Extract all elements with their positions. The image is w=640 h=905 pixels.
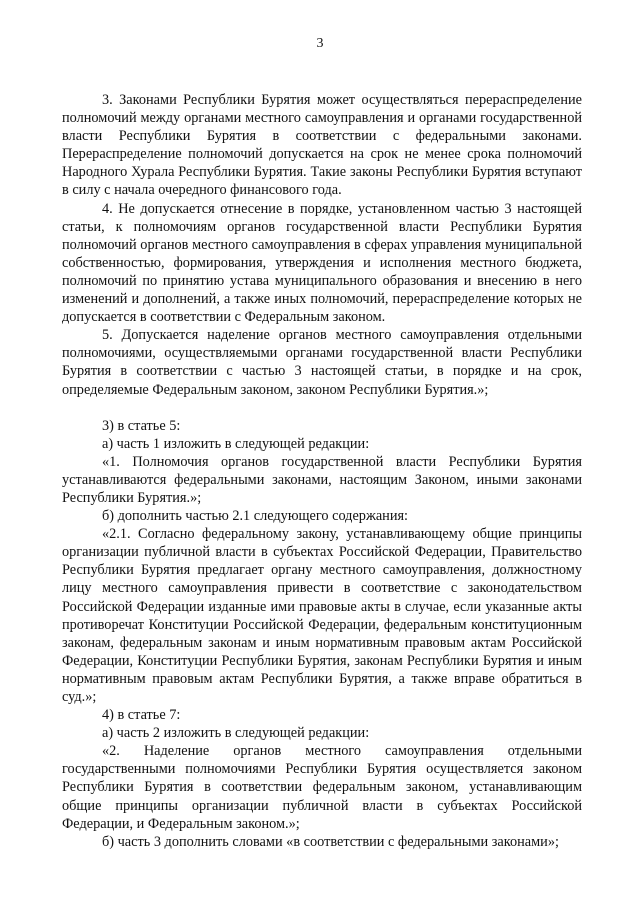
- paragraph-part-5: 5. Допускается наделение органов местного самоуправления отдельными полномочиями, осуществляемыми органами государственной власти Республики Бурятия в соответствии с частью 3 настоящей статьи, в порядке и на срок, определяемые Федеральным законом, законом Республики Бурятия.»;: [62, 327, 582, 398]
- paragraph-item-a-part-2: а) часть 2 изложить в следующей редакции:: [102, 725, 370, 742]
- paragraph-part-3: 3. Законами Республики Бурятия может осуществляться перераспределение полномочий между органами местного самоуправления и органами государственной власти Республики Бурятия в соответствии с федеральными законами. Перераспределение полномочий допускается на срок не менее срока полномочий Народного Хурала Республики Бурятия. Такие законы Республики Бурятия вступают в силу с начала очередного финансового года.: [62, 92, 582, 199]
- document-body: [62, 91, 582, 851]
- paragraph-quote-part-1: «1. Полномочия органов государственной власти Республики Бурятия устанавливаются федеральными законами, настоящим Законом, иными законами Республики Бурятия.»;: [62, 453, 582, 506]
- paragraph-quote-part-2: «2. Наделение органов местного самоуправления отдельными государственными полномочиями Республики Бурятия осуществляется законом Республики Бурятия в соответствии федеральным законом, устанавливающим общие принципы организации публичной власти в субъектах Российской Федерации, и Федеральным законом.»;: [62, 743, 582, 832]
- paragraph-item-b-part-3: б) часть 3 дополнить словами «в соответствии с федеральными законами»;: [102, 833, 559, 850]
- paragraph-item-b-part-2-1: б) дополнить частью 2.1 следующего содержания:: [102, 508, 409, 525]
- paragraph-part-4: 4. Не допускается отнесение в порядке, установленном частью 3 настоящей статьи, к полномочиям органов государственной власти Республики Бурятия полномочий органов местного самоуправления в сферах управления муниципальной собственностью, формирования, утверждения и исполнения местного бюджета, полномочий по принятию устава муниципального образования и внесению в него изменений и дополнений, а также иных полномочий, перераспределение которых не допускается в соответствии с Федеральным законом.: [62, 200, 582, 326]
- paragraph-item-3-article-5: 3) в статье 5:: [102, 417, 181, 434]
- paragraph-item-4-article-7: 4) в статье 7:: [102, 707, 181, 724]
- paragraph-item-a-part-1: а) часть 1 изложить в следующей редакции:: [102, 435, 370, 452]
- paragraph-quote-part-2-1: «2.1. Согласно федеральному закону, устанавливающему общие принципы организации публичной власти в субъектах Российской Федерации, Правительство Республики Бурятия предлагает органу местного самоуправления, должностному лицу местного самоуправления привести в соответствие с законодательством Российской Федерации изданные ими правовые акты в случае, если указанные акты противоречат Конституции Российской Федерации, федеральным конституционным законам, федеральным законам и иным нормативным правовым актам Российской Федерации, Конституции Республики Бурятия, законам Республики Бурятия и иным нормативным правовым актам Республики Бурятия, а также вправе обратиться в суд.»;: [62, 526, 582, 705]
- page-number: 3: [316, 36, 324, 51]
